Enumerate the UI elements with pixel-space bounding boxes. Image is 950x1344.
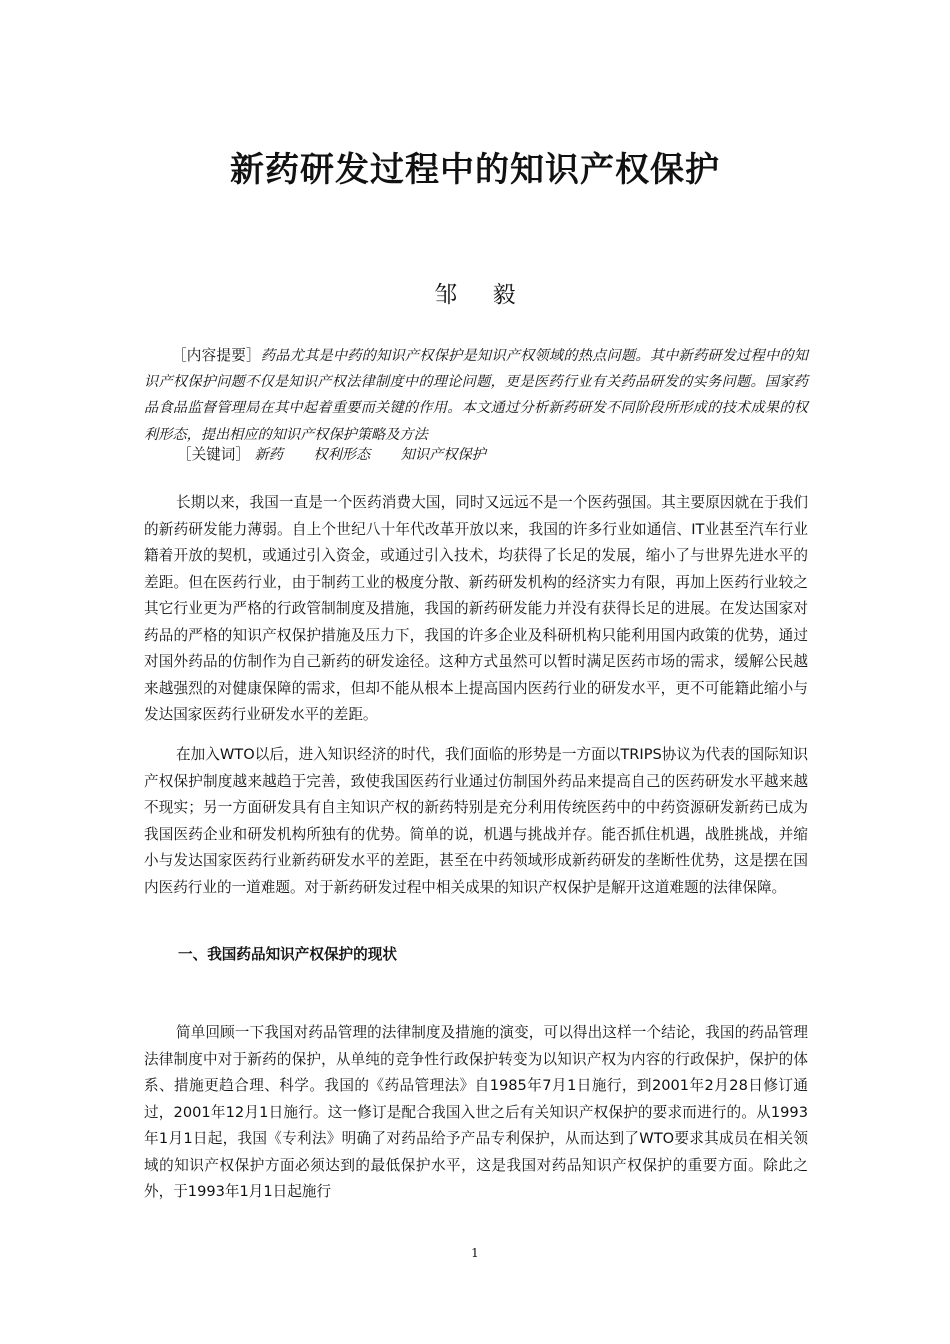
body-paragraph-1: 长期以来，我国一直是一个医药消费大国，同时又远远不是一个医药强国。其主要原因就在于我们的新药研发能力薄弱。自上个世纪八十年代改革开放以来，我国的许多行业如通信、IT业甚至汽车行业籍着开放的契机，或通过引入资金，或通过引入技术，均获得了长足的发展，缩小了与世界先进水平的差距。但在医药行业，由于制药工业的极度分散、新药研发机构的经济实力有限，再加上医药行业较之其它行业更为严格的行政管制制度及措施，我国的新药研发能力并没有获得长足的进展。在发达国家对药品的严格的知识产权保护措施及压力下，我国的许多企业及科研机构只能利用国内政策的优势，通过对国外药品的仿制作为自己新药的研发途径。这种方式虽然可以暂时满足医药市场的需求，缓解公民越来越强烈的对健康保障的需求，但却不能从根本上提高国内医药行业的研发水平，更不可能籍此缩小与发达国家医药行业研发水平的差距。 — [144, 494, 808, 723]
keyword: 知识产权保护 — [400, 447, 486, 463]
page-number: 1 — [471, 1246, 479, 1260]
author-name: 邹 毅 — [434, 282, 530, 308]
keywords-label: ［关键词］ — [177, 446, 250, 463]
keywords — [144, 442, 841, 468]
abstract-text: 药品尤其是中药的知识产权保护是知识产权领域的热点问题。其中新药研发过程中的知识产权保护问题不仅是知识产权法律制度中的理论问题，更是医药行业有关药品研发的实务问题。国家药品食品监督管理局在其中起着重要而关键的作用。本文通过分析新药研发不同阶段所形成的技术成果的权利形态，提出相应的知识产权保护策略及方法 — [144, 348, 808, 443]
keyword: 新药 — [254, 447, 283, 463]
keyword: 权利形态 — [313, 447, 371, 463]
body-paragraph-2: 在加入WTO以后，进入知识经济的时代，我们面临的形势是一方面以TRIPS协议为代表的国际知识产权保护制度越来越趋于完善，致使我国医药行业通过仿制国外药品来提高自己的医药研发水平越来越不现实；另一方面研发具有自主知识产权的新药特别是充分利用传统医药中的中药资源研发新药已成为我国医药企业和研发机构所独有的优势。简单的说，机遇与挑战并存。能否抓住机遇，战胜挑战，并缩小与发达国家医药行业新药研发水平的差距，甚至在中药领域形成新药研发的垄断性优势，这是摆在国内医药行业的一道难题。对于新药研发过程中相关成果的知识产权保护是解开这道难题的法律保障。 — [144, 746, 808, 896]
section-heading: 一、我国药品知识产权保护的现状 — [178, 946, 397, 963]
abstract — [144, 343, 808, 448]
paper-title: 新药研发过程中的知识产权保护 — [230, 150, 720, 190]
abstract-label: ［内容提要］ — [172, 347, 261, 364]
body-paragraph-3: 简单回顾一下我国对药品管理的法律制度及措施的演变，可以得出这样一个结论，我国的药品管理法律制度中对于新药的保护，从单纯的竞争性行政保护转变为以知识产权为内容的行政保护，保护的体系、措施更趋合理、科学。我国的《药品管理法》自1985年7月1日施行，到2001年2月28日修订通过，2001年12月1日施行。这一修订是配合我国入世之后有关知识产权保护的要求而进行的。从1993年1月1日起，我国《专利法》明确了对药品给予产品专利保护，从而达到了WTO要求其成员在相关领域的知识产权保护方面必须达到的最低保护水平，这是我国对药品知识产权保护的重要方面。除此之外，于1993年1月1日起施行 — [144, 1024, 808, 1200]
